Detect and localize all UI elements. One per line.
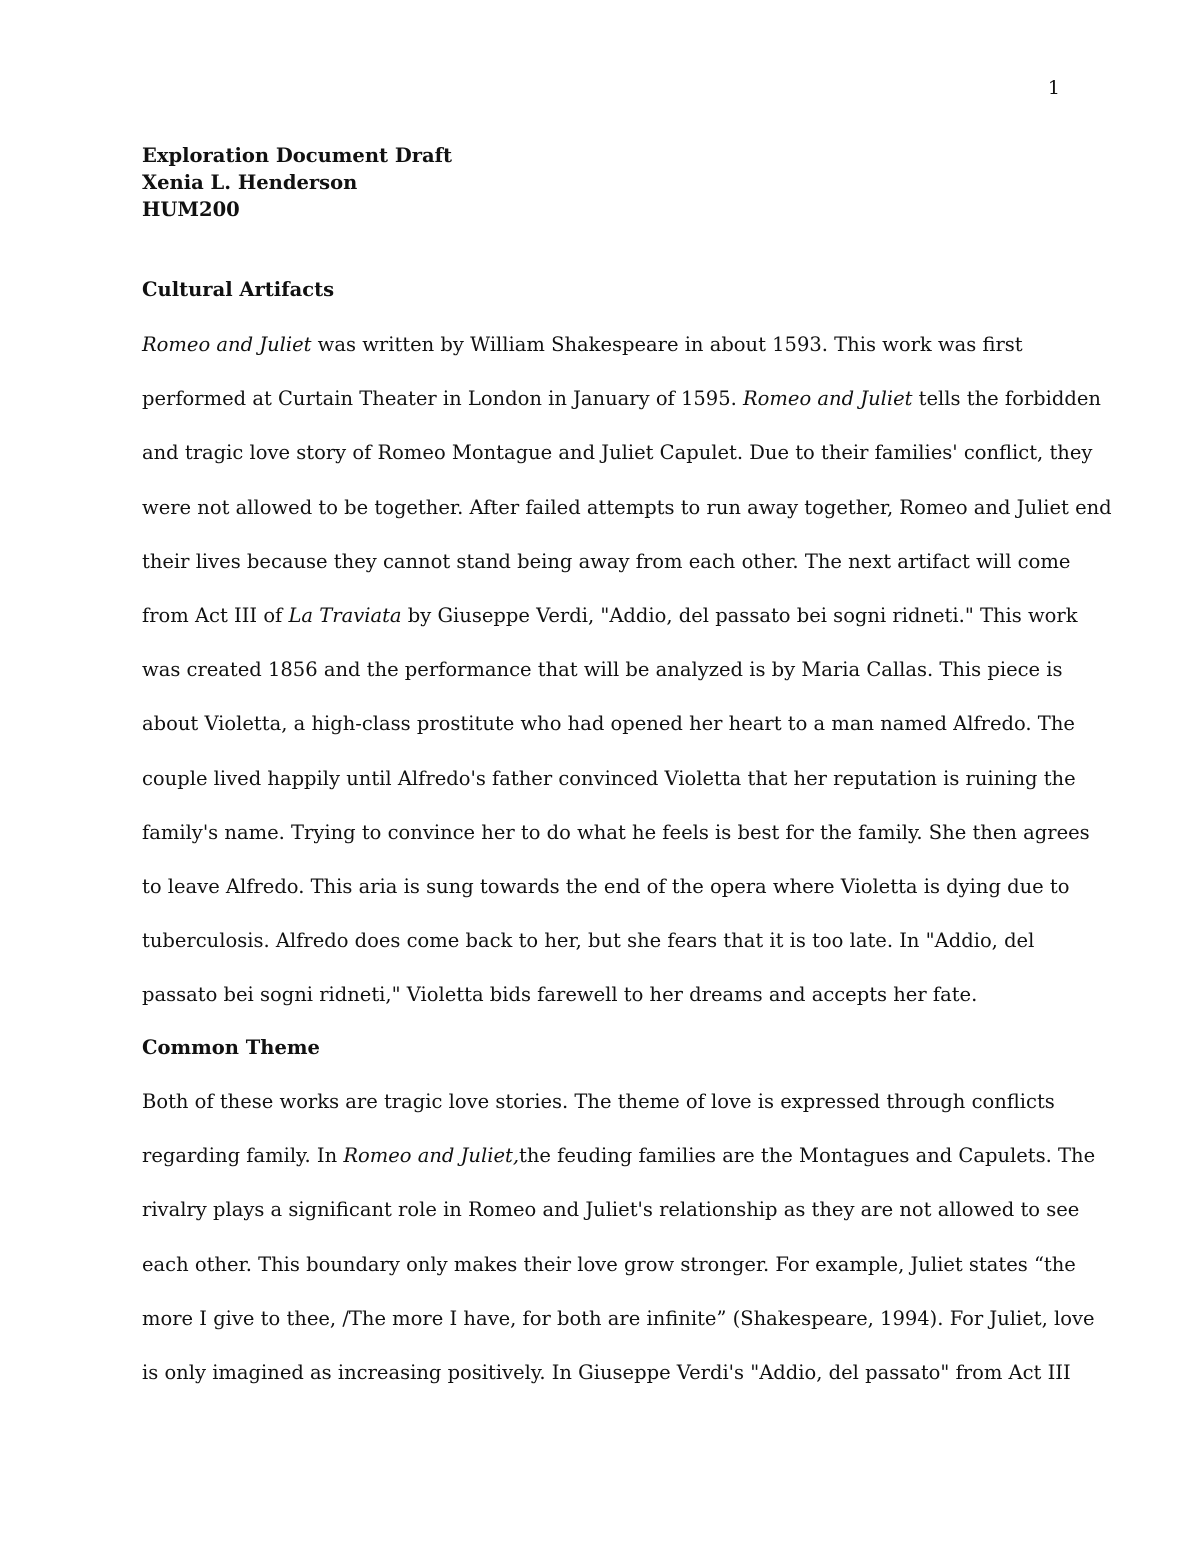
line-text: tuberculosis. Alfredo does come back to her, but she fears that it is too late. In "Addio, del [142,929,1035,953]
line-text: the feuding families are the Montagues and Capulets. The [519,1144,1096,1168]
paragraph-line [142,602,1078,656]
italic-title: Romeo and Juliet, [343,1144,520,1168]
paragraph-common-theme [142,1088,1096,1413]
paragraph-line [142,1305,1095,1359]
line-text: is only imagined as increasing positively. In Giuseppe Verdi's "Addio, del passato" from Act III [142,1360,1071,1384]
paragraph-line [142,331,1072,385]
paragraph-line [142,981,1072,1035]
line-text: rivalry plays a significant role in Romeo and Juliet's relationship as they are not allowed to see [142,1198,1080,1222]
line-text: performed at Curtain Theater in London in January of 1595. [142,387,743,411]
line-text: more I give to thee, /The more I have, for both are infinite” (Shakespeare, 1994). For Juliet, love [142,1306,1095,1330]
document-title: Exploration Document Draft [142,144,453,167]
paragraph-line [142,494,1112,548]
line-text: couple lived happily until Alfredo's father convinced Violetta that her reputation is ruining the [142,766,1076,790]
paragraph-line [142,1359,1072,1413]
italic-title: La Traviata [288,603,402,627]
italic-title: Romeo and Juliet [142,333,312,356]
section-heading-cultural-artifacts: Cultural Artifacts [142,278,335,301]
line-text: regarding family. In [142,1144,344,1168]
italic-title: Romeo and Juliet [743,387,913,411]
paragraph-line [142,927,1072,981]
paragraph-line [142,873,1072,927]
paragraph-line [142,1088,1072,1142]
author-name: Xenia L. Henderson [142,171,358,194]
line-text: their lives because they cannot stand being away from each other. The next artifact will come [142,549,1071,573]
line-text: Both of these works are tragic love stories. The theme of love is expressed through conflicts [142,1090,1055,1113]
paragraph-line [142,1142,1096,1196]
line-text: passato bei sogni ridneti," Violetta bids farewell to her dreams and accepts her fate. [142,983,978,1007]
paragraph-line [142,765,1076,819]
line-text: by Giuseppe Verdi, "Addio, del passato bei sogni ridneti." This work [401,603,1078,627]
paragraph-line [142,1196,1080,1250]
line-text: about Violetta, a high-class prostitute who had opened her heart to a man named Alfredo. The [142,712,1075,736]
line-text: from Act III of [142,603,289,627]
line-text: tells the forbidden [912,387,1101,411]
paragraph-line [142,819,1090,873]
paragraph-cultural-artifacts [142,331,1112,1035]
paragraph-line [142,548,1072,602]
line-text: family's name. Trying to convince her to do what he feels is best for the family. She then agrees [142,820,1090,844]
page-number: 1 [1047,77,1060,99]
paragraph-line [142,710,1075,764]
line-text: was created 1856 and the performance that will be analyzed is by Maria Callas. This piece is [142,658,1063,682]
paragraph-line [142,439,1093,493]
paragraph-line [142,656,1072,710]
line-text: were not allowed to be together. After failed attempts to run away together, Romeo and Juliet end [142,495,1112,519]
line-text: each other. This boundary only makes their love grow stronger. For example, Juliet states “the [142,1252,1076,1276]
section-heading-common-theme: Common Theme [142,1036,320,1059]
line-text: to leave Alfredo. This aria is sung towards the end of the opera where Violetta is dying due to [142,874,1070,898]
course-code: HUM200 [142,198,240,221]
line-text: was written by William Shakespeare in about 1593. This work was first [311,333,1023,356]
document-header [142,142,1042,223]
paragraph-line [142,385,1101,439]
line-text: and tragic love story of Romeo Montague and Juliet Capulet. Due to their families' conflict, they [142,441,1093,465]
paragraph-line [142,1251,1076,1305]
